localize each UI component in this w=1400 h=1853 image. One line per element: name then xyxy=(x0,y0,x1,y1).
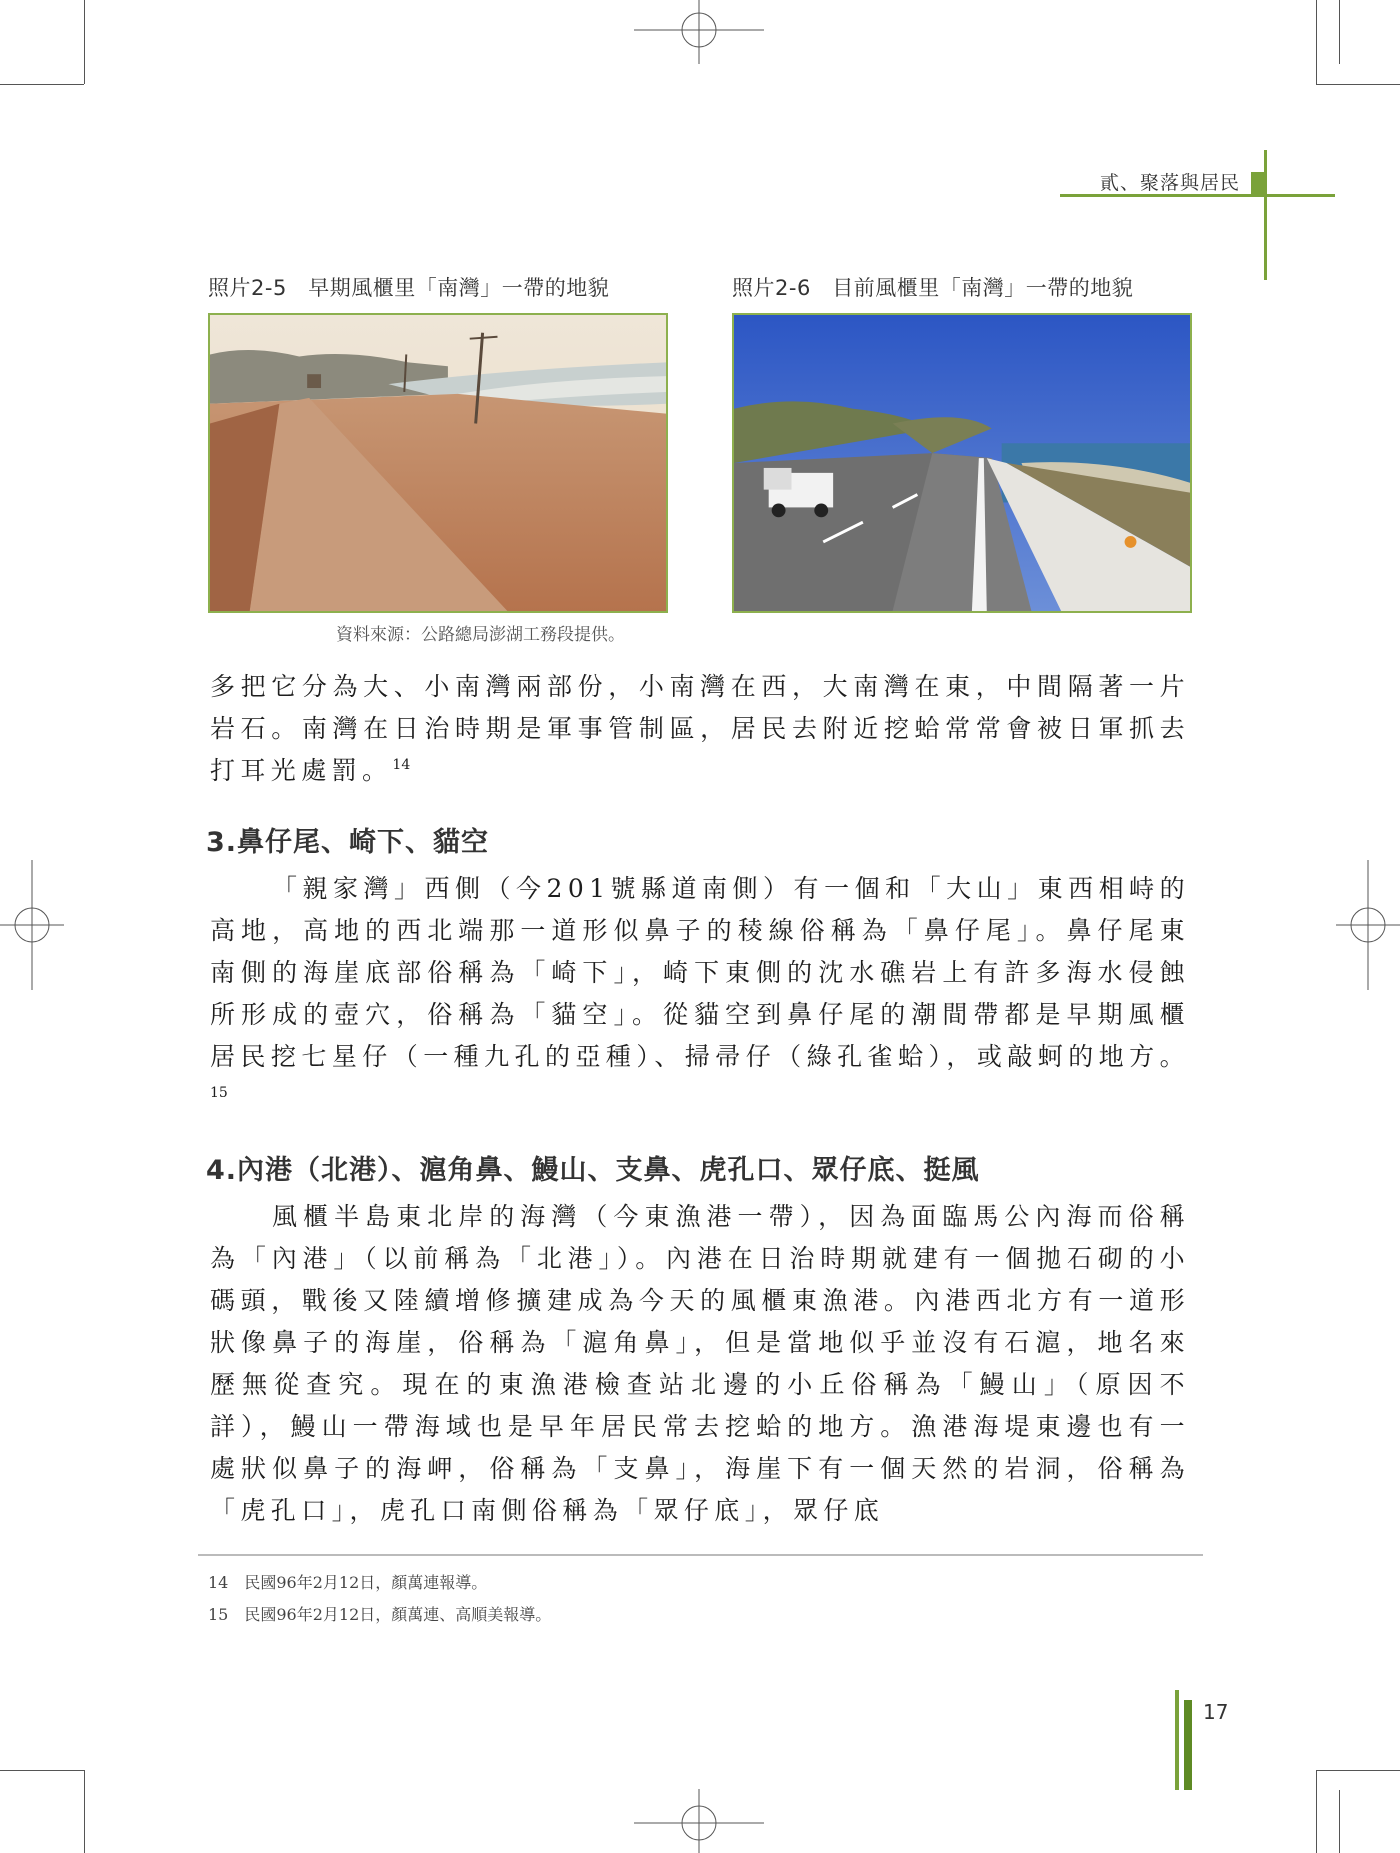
footnote-14-number: 14 xyxy=(208,1573,229,1592)
paragraph-nanwan xyxy=(210,666,1190,792)
footnote-ref-14: 14 xyxy=(392,757,411,773)
registration-mark-left xyxy=(0,860,64,990)
footnote-rule xyxy=(198,1554,1203,1556)
page-number: 17 xyxy=(1203,1700,1229,1724)
section-heading-3: 3.鼻仔尾、崎下、貓空 xyxy=(206,827,490,858)
footnote-14-text: 民國96年2月12日，顏萬連報導。 xyxy=(244,1573,488,1592)
photo-caption-2-5: 照片2-5 早期風櫃里「南灣」一帶的地貌 xyxy=(208,276,610,300)
photo-current-nanwan xyxy=(732,313,1192,613)
crop-mark xyxy=(84,1770,85,1853)
crop-mark xyxy=(1339,0,1340,64)
photo-source: 資料來源：公路總局澎湖工務段提供。 xyxy=(336,625,625,645)
paragraph-nanwan-text: 多把它分為大、小南灣兩部份，小南灣在西，大南灣在東，中間隔著一片岩石。南灣在日治時期是軍事管制區，居民去附近挖蛤常常會被日軍抓去打耳光處罰。 xyxy=(210,672,1190,785)
registration-mark-right xyxy=(1336,860,1400,990)
footnote-15-text: 民國96年2月12日，顏萬連、高順美報導。 xyxy=(244,1605,552,1624)
photo-caption-2-6: 照片2-6 目前風櫃里「南灣」一帶的地貌 xyxy=(732,276,1134,300)
crop-mark xyxy=(1316,1770,1317,1853)
paragraph-biziwei-text: 「親家灣」西側（今201號縣道南側）有一個和「大山」東西相峙的高地，高地的西北端那一道形似鼻子的稜線俗稱為「鼻仔尾」。鼻仔尾東南側的海崖底部俗稱為「崎下」，崎下東側的沈水礁岩上有許多海水侵蝕所形成的壺穴，俗稱為「貓空」。從貓空到鼻仔尾的潮間帶都是早期風櫃居民挖七星仔（一種九孔的亞種）、掃帚仔（綠孔雀蛤），或敲蚵的地方。 xyxy=(210,874,1190,1071)
page-number-bar xyxy=(1184,1700,1192,1790)
footnote-15-number: 15 xyxy=(208,1605,229,1624)
photo-early-nanwan xyxy=(208,313,668,613)
registration-mark-bottom xyxy=(634,1789,764,1853)
crop-mark xyxy=(0,1770,84,1771)
registration-mark-top xyxy=(634,0,764,64)
footnote-14 xyxy=(208,1570,487,1593)
crop-mark xyxy=(1339,1790,1340,1853)
header-vertical-rule xyxy=(1264,150,1267,280)
footnote-ref-15: 15 xyxy=(210,1085,228,1101)
section-heading-4: 4.內港（北港）、滬角鼻、鰻山、支鼻、虎孔口、眾仔底、挺風 xyxy=(206,1155,980,1186)
crop-mark xyxy=(1316,0,1317,84)
crop-mark xyxy=(1316,1770,1400,1771)
footnote-15 xyxy=(208,1602,551,1625)
paragraph-biziwei xyxy=(210,868,1190,1120)
paragraph-neigang: 風櫃半島東北岸的海灣（今東漁港一帶），因為面臨馬公內海而俗稱為「內港」（以前稱為「北港」）。內港在日治時期就建有一個拋石砌的小碼頭，戰後又陸續增修擴建成為今天的風櫃東漁港。內港西北方有一道形狀像鼻子的海崖，俗稱為「滬角鼻」，但是當地似乎並沒有石滬，地名來歷無從查究。現在的東漁港檢查站北邊的小丘俗稱為「鰻山」（原因不詳），鰻山一帶海域也是早年居民常去挖蛤的地方。漁港海堤東邊也有一處狀似鼻子的海岬，俗稱為「支鼻」，海崖下有一個天然的岩洞，俗稱為「虎孔口」，虎孔口南側俗稱為「眾仔底」，眾仔底 xyxy=(210,1202,1190,1525)
header-accent-block xyxy=(1251,172,1264,194)
crop-mark xyxy=(0,84,84,85)
crop-mark xyxy=(1316,84,1400,85)
running-head: 貳、聚落與居民 xyxy=(1099,172,1240,194)
page-number-bar xyxy=(1175,1690,1179,1790)
crop-mark xyxy=(84,0,85,84)
